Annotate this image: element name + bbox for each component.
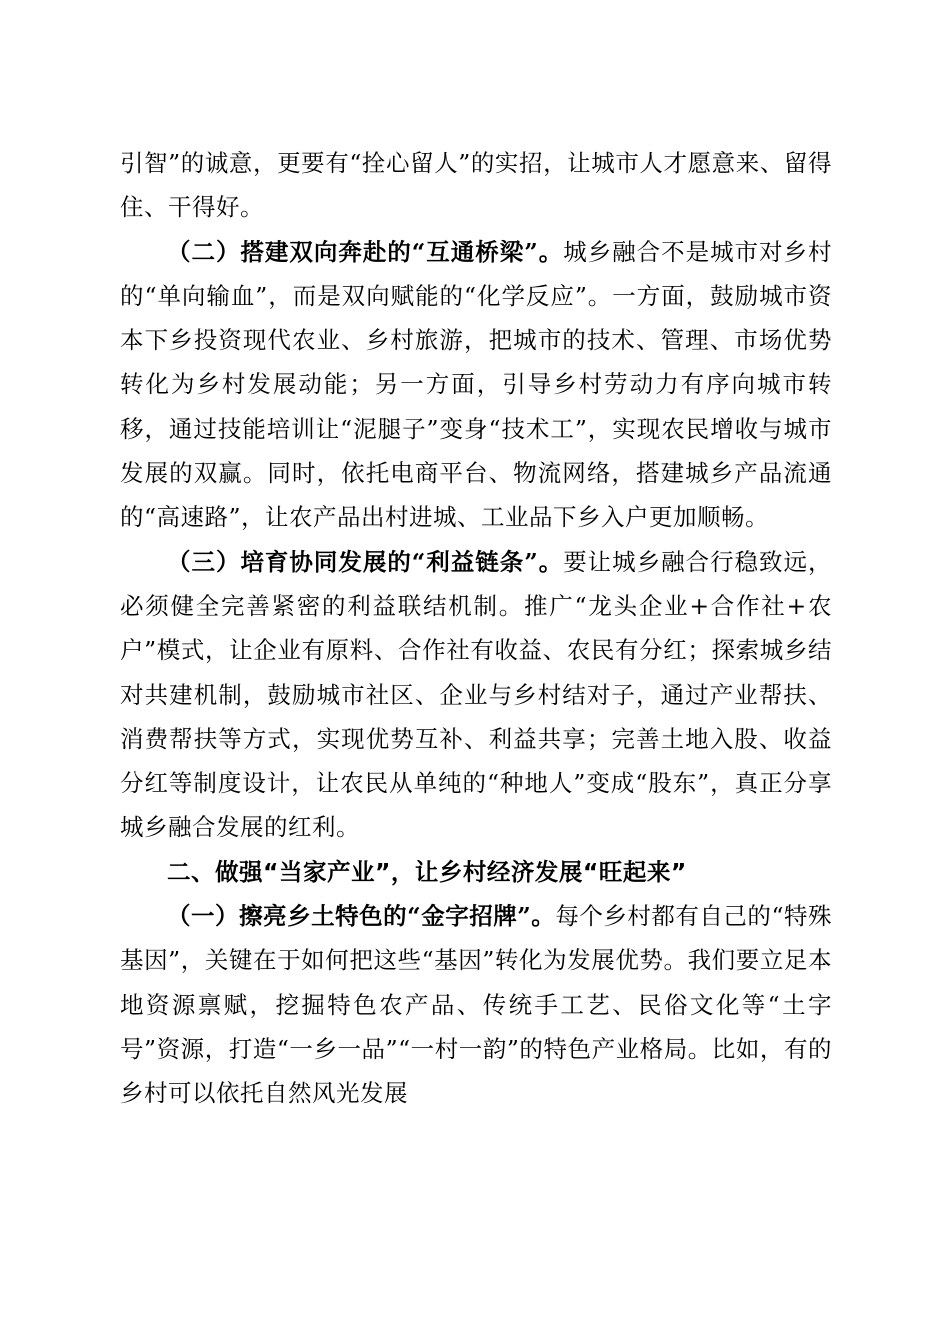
paragraph-lead: （三）培育协同发展的“利益链条”。 [167,547,564,576]
paragraph-subsection-1 [120,894,832,1115]
paragraph-text: 城乡融合不是城市对乡村的“单向输血”，而是双向赋能的“化学反应”。一方面，鼓励城市资本下乡投资现代农业、乡村旅游，把城市的技术、管理、市场优势转化为乡村发展动能；另一方面，引导乡村劳动力有序向城市转移，通过技能培训让“泥腿子”变身“技术工”，实现农民增收与城市发展的双赢。同时，依托电商平台、物流网络，搭建城乡产品流通的“高速路”，让农产品出村进城、工业品下乡入户更加顺畅。 [120,237,833,532]
paragraph-lead: （二）搭建双向奔赴的“互通桥梁”。 [167,237,564,266]
paragraph-section-3 [120,540,832,850]
paragraph-text: 要让城乡融合行稳致远，必须健全完善紧密的利益联结机制。推广“龙头企业+合作社+农户”模式，让企业有原料、合作社有收益、农民有分红；探索城乡结对共建机制，鼓励城市社区、企业与乡村结对子，通过产业帮扶、消费帮扶等方式，实现优势互补、利益共享；完善土地入股、收益分红等制度设计，让农民从单纯的“种地人”变成“股东”，真正分享城乡融合发展的红利。 [120,547,833,842]
paragraph-continuation [120,141,832,230]
paragraph-section-2 [120,230,832,540]
paragraph-text: 每个乡村都有自己的“特殊基因”，关键在于如何把这些“基因”转化为发展优势。我们要立足本地资源禀赋，挖掘特色农产品、传统手工艺、民俗文化等“土字号”资源，打造“一乡一品”“一村一韵”的特色产业格局。比如，有的乡村可以依托自然风光发展 [120,902,832,1108]
section-heading: 二、做强“当家产业”，让乡村经济发展“旺起来” [167,857,687,886]
paragraph-text: 引智”的诚意，更要有“拴心留人”的实招，让城市人才愿意来、留得住、干得好。 [120,149,832,222]
paragraph-lead: （一）擦亮乡土特色的“金字招牌”。 [167,902,556,931]
document-body [120,141,832,1116]
